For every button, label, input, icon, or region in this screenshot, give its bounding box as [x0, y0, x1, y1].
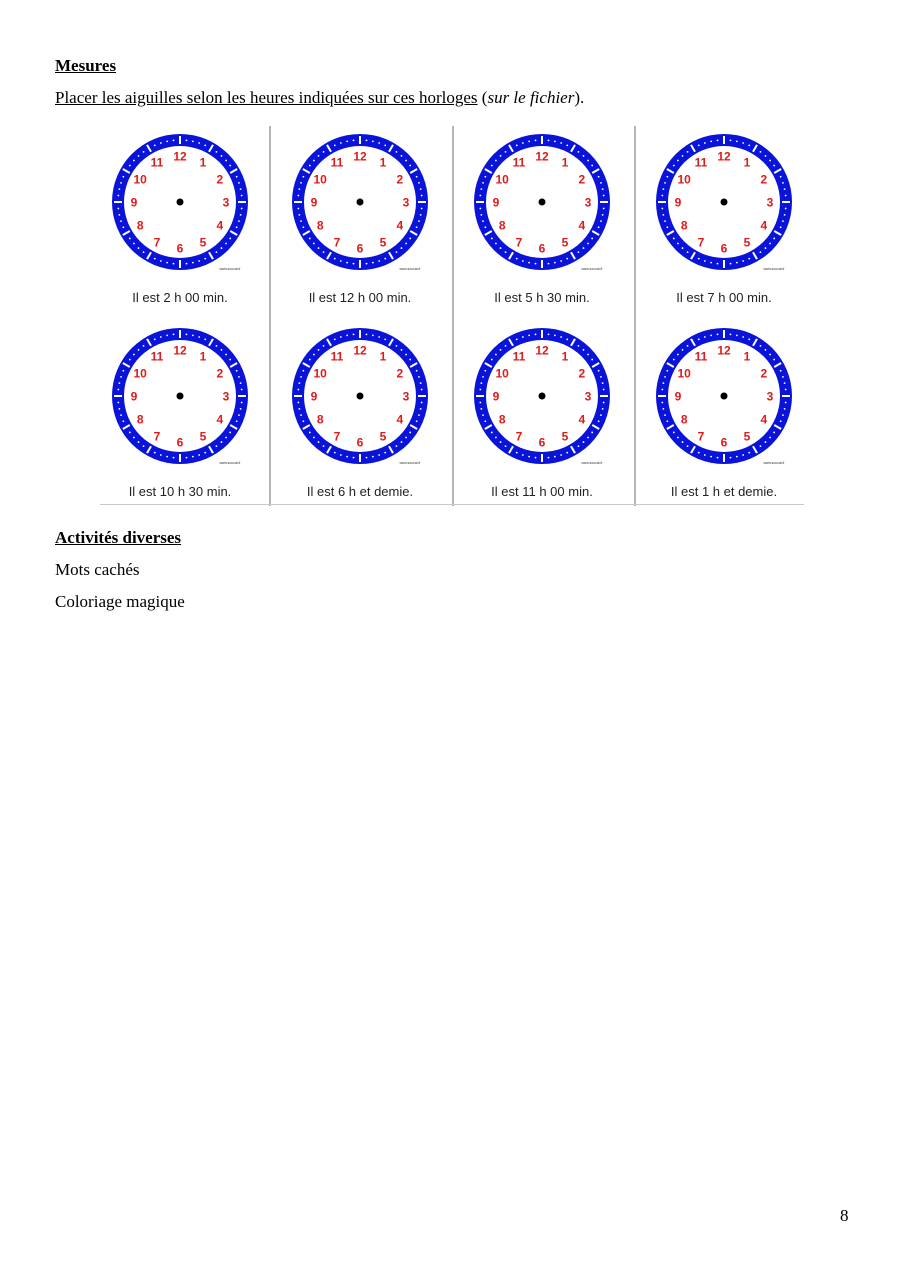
clock-number: 5: [743, 429, 751, 444]
clock-number: 6: [176, 241, 184, 256]
clock-number: 10: [495, 366, 509, 381]
clock-cell: [462, 124, 642, 314]
clock-footer-mark: www.soucat.fr: [219, 461, 241, 465]
instruction-paren-open: (: [477, 88, 488, 107]
clock-number: 11: [694, 155, 708, 170]
clock-number: 2: [216, 366, 224, 381]
clock-number: 3: [402, 195, 410, 210]
clock-caption: Il est 6 h et demie.: [306, 484, 414, 499]
clock-number: 4: [216, 412, 224, 427]
clock-number: 12: [173, 149, 187, 164]
clock-number: 12: [353, 149, 367, 164]
clock-number: 7: [153, 235, 161, 250]
clock-number: 3: [584, 195, 592, 210]
clock-number: 8: [316, 412, 324, 427]
clock-number: 5: [199, 429, 207, 444]
clock-number: 8: [136, 412, 144, 427]
section-title-mesures: Mesures: [55, 56, 117, 75]
clock-cell: [100, 318, 280, 508]
clock-number: 5: [561, 429, 569, 444]
clock-number: 11: [150, 349, 164, 364]
clock-face: [292, 132, 432, 276]
clock-number: 4: [760, 412, 768, 427]
clock-number: 10: [313, 366, 327, 381]
clock-footer-mark: www.soucat.fr: [399, 267, 421, 271]
clock-number: 3: [584, 389, 592, 404]
clock-number: 4: [760, 218, 768, 233]
clock-number: 1: [561, 155, 569, 170]
clock-number: 11: [512, 155, 526, 170]
clock-caption: Il est 11 h 00 min.: [491, 484, 593, 499]
clock-number: 12: [353, 343, 367, 358]
clock-face: [292, 326, 432, 470]
clock-number: 7: [333, 429, 341, 444]
clock-number: 5: [561, 235, 569, 250]
clock-footer-mark: www.soucat.fr: [581, 267, 603, 271]
clock-number: 2: [578, 366, 586, 381]
clock-number: 9: [310, 195, 318, 210]
clock-number: 5: [199, 235, 207, 250]
clock-number: 9: [310, 389, 318, 404]
clock-footer-mark: www.soucat.fr: [219, 267, 241, 271]
clock-number: 10: [677, 172, 691, 187]
clock-face: [656, 132, 796, 276]
clock-number: 7: [333, 235, 341, 250]
clock-number: 1: [743, 349, 751, 364]
clock-number: 5: [379, 235, 387, 250]
clock-number: 12: [535, 149, 549, 164]
instruction-italic: sur le fichier: [487, 88, 575, 107]
clock-number: 6: [356, 241, 364, 256]
clock-number: 2: [396, 366, 404, 381]
clock-footer-mark: www.soucat.fr: [581, 461, 603, 465]
instruction-text: [55, 88, 584, 108]
clock-face: [474, 132, 614, 276]
clock-number: 10: [133, 366, 147, 381]
clock-number: 7: [697, 235, 705, 250]
clock-number: 8: [498, 218, 506, 233]
clock-cell: [280, 124, 460, 314]
clock-number: 12: [717, 149, 731, 164]
clock-number: 12: [717, 343, 731, 358]
clock-number: 1: [561, 349, 569, 364]
clock-number: 6: [720, 241, 728, 256]
clock-footer-mark: www.soucat.fr: [399, 461, 421, 465]
clock-number: 10: [133, 172, 147, 187]
clock-cell: [462, 318, 642, 508]
clock-caption: Il est 12 h 00 min.: [308, 290, 412, 305]
clock-number: 6: [720, 435, 728, 450]
clock-face: [112, 132, 252, 276]
clock-number: 8: [316, 218, 324, 233]
clock-cell: [100, 124, 280, 314]
clock-number: 1: [379, 155, 387, 170]
clock-caption: Il est 2 h 00 min.: [132, 290, 228, 305]
clock-number: 7: [697, 429, 705, 444]
clock-number: 5: [379, 429, 387, 444]
clock-number: 1: [379, 349, 387, 364]
clock-face: [474, 326, 614, 470]
clock-number: 12: [535, 343, 549, 358]
clock-number: 10: [495, 172, 509, 187]
clock-cell: [644, 318, 824, 508]
clock-number: 2: [578, 172, 586, 187]
clock-number: 4: [396, 218, 404, 233]
clock-number: 9: [674, 195, 682, 210]
clock-number: 1: [199, 155, 207, 170]
clock-face: [656, 326, 796, 470]
clock-number: 9: [674, 389, 682, 404]
clock-number: 10: [677, 366, 691, 381]
clock-number: 9: [130, 389, 138, 404]
clock-caption: Il est 1 h et demie.: [670, 484, 778, 499]
clock-number: 11: [330, 349, 344, 364]
clock-number: 8: [680, 412, 688, 427]
clock-number: 12: [173, 343, 187, 358]
clock-number: 3: [222, 389, 230, 404]
clock-number: 6: [356, 435, 364, 450]
clock-number: 8: [680, 218, 688, 233]
clock-number: 9: [492, 389, 500, 404]
activity-item: Mots cachés: [55, 560, 140, 579]
page-number: 8: [840, 1206, 849, 1225]
clock-number: 5: [743, 235, 751, 250]
clock-number: 9: [130, 195, 138, 210]
clock-number: 1: [199, 349, 207, 364]
instruction-main: Placer les aiguilles selon les heures indiquées sur ces horloges: [55, 88, 478, 107]
clock-number: 6: [176, 435, 184, 450]
clock-number: 7: [515, 235, 523, 250]
clock-number: 11: [150, 155, 164, 170]
clock-cell: [644, 124, 824, 314]
section-title-activites: Activités diverses: [55, 528, 182, 547]
clock-number: 10: [313, 172, 327, 187]
clock-number: 6: [538, 241, 546, 256]
clock-footer-mark: www.soucat.fr: [763, 461, 785, 465]
clock-number: 8: [498, 412, 506, 427]
activity-item: Coloriage magique: [55, 592, 185, 611]
clock-number: 7: [153, 429, 161, 444]
instruction-paren-close: ).: [574, 88, 585, 107]
clock-number: 4: [216, 218, 224, 233]
clock-number: 3: [766, 195, 774, 210]
clock-footer-mark: www.soucat.fr: [763, 267, 785, 271]
clock-number: 8: [136, 218, 144, 233]
clock-number: 6: [538, 435, 546, 450]
clock-number: 2: [396, 172, 404, 187]
clock-number: 4: [578, 218, 586, 233]
clock-caption: Il est 10 h 30 min.: [128, 484, 232, 499]
clock-number: 4: [396, 412, 404, 427]
clock-number: 2: [760, 366, 768, 381]
clock-number: 9: [492, 195, 500, 210]
clock-number: 3: [402, 389, 410, 404]
clock-caption: Il est 7 h 00 min.: [676, 290, 772, 305]
clock-number: 11: [512, 349, 526, 364]
clock-number: 7: [515, 429, 523, 444]
clock-number: 11: [694, 349, 708, 364]
clock-number: 3: [766, 389, 774, 404]
clock-number: 4: [578, 412, 586, 427]
clock-number: 3: [222, 195, 230, 210]
clock-cell: [280, 318, 460, 508]
clock-caption: Il est 5 h 30 min.: [494, 290, 590, 305]
clock-number: 2: [216, 172, 224, 187]
clock-number: 11: [330, 155, 344, 170]
clock-grid: [100, 124, 804, 506]
clock-face: [112, 326, 252, 470]
clock-number: 1: [743, 155, 751, 170]
clock-number: 2: [760, 172, 768, 187]
